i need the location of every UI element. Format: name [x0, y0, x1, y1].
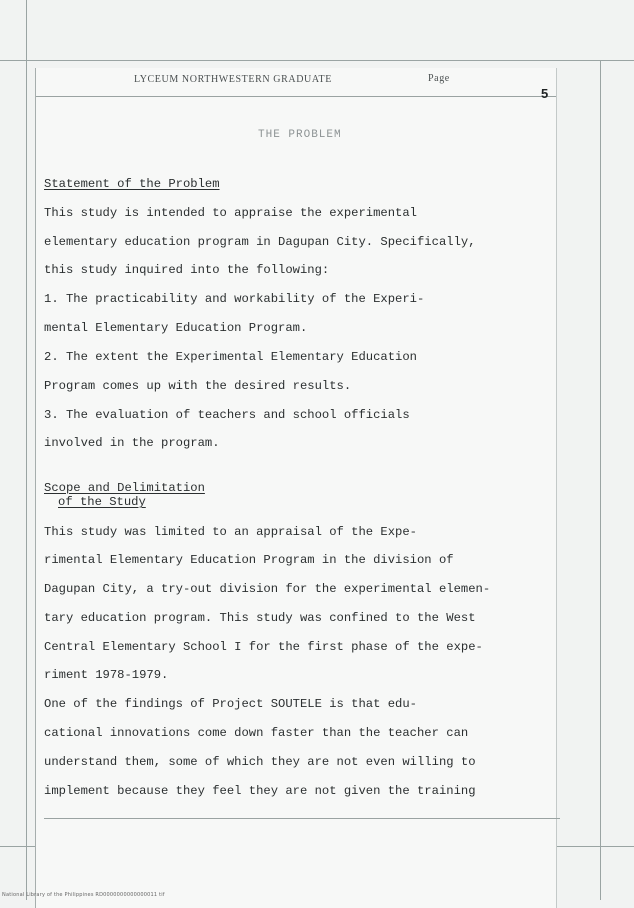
text-line: involved in the program.: [44, 436, 220, 450]
bottom-rule: [44, 818, 560, 819]
text-line: Central Elementary School I for the first phase of the expe-: [44, 640, 483, 654]
text-line: Dagupan City, a try-out division for the experimental elemen-: [44, 582, 491, 596]
text-line: rimental Elementary Education Program in the division of: [44, 553, 454, 567]
page-number: 5: [541, 86, 549, 101]
text-line: 2. The extent the Experimental Elementary Education: [44, 350, 417, 364]
frame-line-right: [600, 60, 601, 900]
text-line: 3. The evaluation of teachers and school officials: [44, 408, 410, 422]
text-line: One of the findings of Project SOUTELE is that edu-: [44, 697, 417, 711]
chapter-title: THE PROBLEM: [258, 129, 342, 141]
frame-line-top: [0, 60, 634, 61]
frame-line-left: [26, 0, 27, 900]
text-line: cational innovations come down faster than the teacher can: [44, 726, 469, 740]
text-line: this study inquired into the following:: [44, 263, 330, 277]
text-line: tary education program. This study was confined to the West: [44, 611, 476, 625]
text-line: This study is intended to appraise the experimental: [44, 206, 417, 220]
text-line: 1. The practicability and workability of the Experi-: [44, 292, 425, 306]
page-label: Page: [428, 73, 450, 84]
text-line: elementary education program in Dagupan City. Specifically,: [44, 235, 476, 249]
text-line: Program comes up with the desired results.: [44, 379, 352, 393]
text-line: mental Elementary Education Program.: [44, 321, 308, 335]
section-heading-statement: Statement of the Problem: [44, 177, 220, 191]
institution-header: LYCEUM NORTHWESTERN GRADUATE: [134, 74, 332, 85]
text-line: implement because they feel they are not given the training: [44, 784, 476, 798]
section-heading-scope-cont: of the Study: [58, 495, 146, 509]
text-line: riment 1978-1979.: [44, 668, 169, 682]
text-line: understand them, some of which they are not even willing to: [44, 755, 476, 769]
header-rule: [36, 96, 556, 97]
text-line: This study was limited to an appraisal of the Expe-: [44, 525, 417, 539]
footer-caption: National Library of the Philippines RD0000000000000011 tif: [2, 892, 165, 898]
section-heading-scope: Scope and Delimitation: [44, 481, 205, 495]
